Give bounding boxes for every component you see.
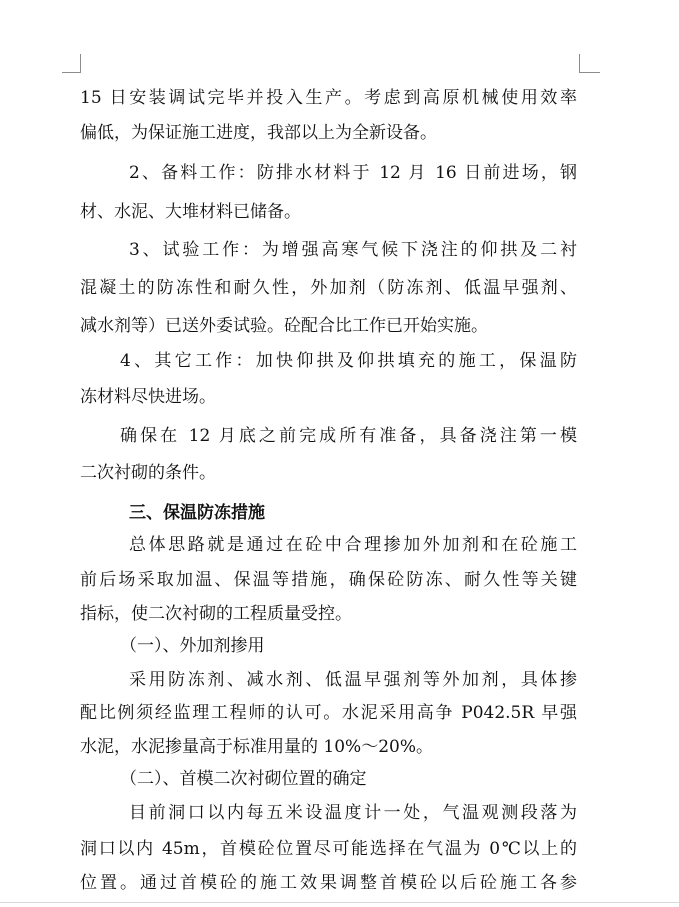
subsection-heading: （二）、首模二次衬砌位置的确定 <box>120 769 367 789</box>
text-line: 指标，使二次衬砌的工程质量受控。 <box>80 604 352 624</box>
text-line: 总体思路就是通过在砼中合理掺加外加剂和在砼施工 <box>129 535 577 555</box>
text-line: 洞口以内 45m，首模砼位置尽可能选择在气温为 0℃以上的 <box>80 839 577 859</box>
text-line: 混凝土的防冻性和耐久性，外加剂（防冻剂、低温早强剂、 <box>80 278 577 298</box>
text-line: 位置。通过首模砼的施工效果调整首模砼以后砼施工各参 <box>80 873 577 893</box>
text-line: 配比例须经监理工程师的认可。水泥采用高争 P042.5R 早强 <box>80 703 577 723</box>
text-line: 二次衬砌的条件。 <box>80 463 216 483</box>
section-heading: 三、保温防冻措施 <box>129 503 265 523</box>
text-line: 确保在 12 月底之前完成所有准备，具备浇注第一模 <box>120 426 577 446</box>
text-line: 偏低，为保证施工进度，我部以上为全新设备。 <box>80 123 437 143</box>
text-line: 2、备料工作：防排水材料于 12 月 16 日前进场，钢 <box>129 163 577 183</box>
text-line: 前后场采取加温、保温等措施，确保砼防冻、耐久性等关键 <box>80 570 577 590</box>
text-line: 15 日安装调试完毕并投入生产。考虑到高原机械使用效率 <box>80 88 577 108</box>
text-line: 采用防冻剂、减水剂、低温早强剂等外加剂，具体掺 <box>129 670 577 690</box>
text-line: 减水剂等）已送外委试验。砼配合比工作已开始实施。 <box>80 316 488 336</box>
text-line: 材、水泥、大堆材料已储备。 <box>80 202 301 222</box>
margin-corner-top-right <box>579 54 600 73</box>
margin-corner-top-left <box>62 54 81 73</box>
page-bottom-edge <box>0 902 679 903</box>
text-line: 4、其它工作：加快仰拱及仰拱填充的施工，保温防 <box>120 351 577 371</box>
text-line: 3、试验工作：为增强高寒气候下浇注的仰拱及二衬 <box>129 240 577 260</box>
text-line: 冻材料尽快进场。 <box>80 387 216 407</box>
text-line: 水泥，水泥掺量高于标准用量的 10%～20%。 <box>80 737 433 757</box>
text-line: 目前洞口以内每五米设温度计一处，气温观测段落为 <box>129 803 577 823</box>
subsection-heading: （一）、外加剂掺用 <box>120 636 265 656</box>
